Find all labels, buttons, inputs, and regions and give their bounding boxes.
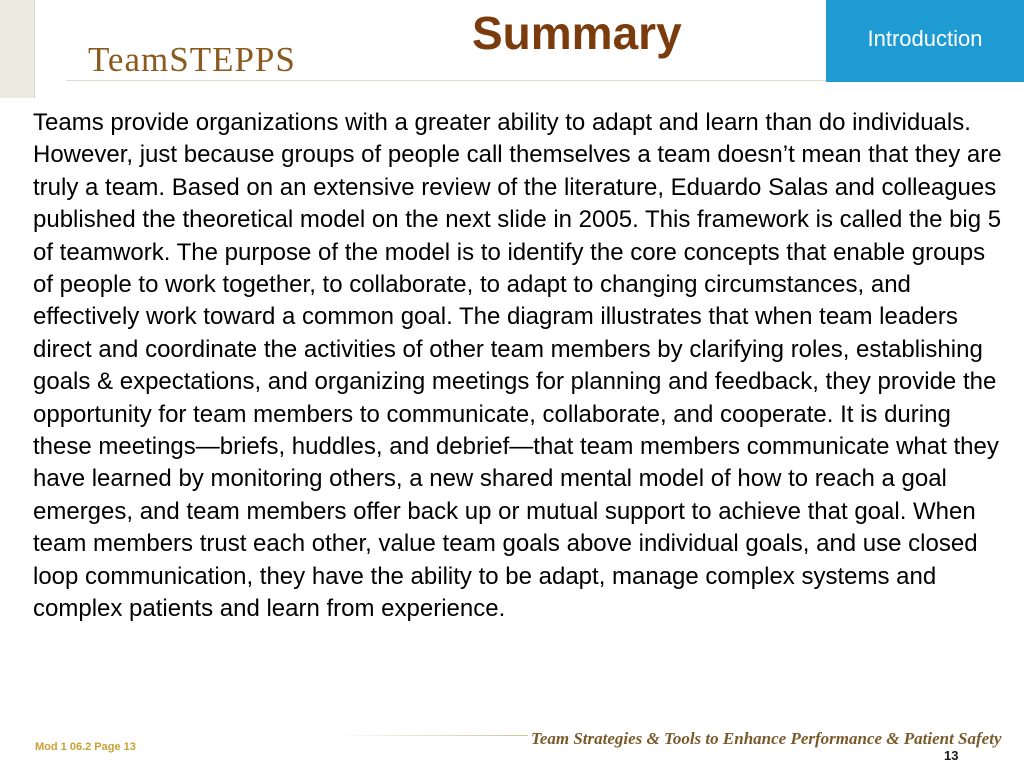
slide-title: Summary: [472, 7, 682, 59]
teamstepps-logo: TeamSTEPPS: [88, 40, 296, 79]
header-divider: [66, 80, 826, 81]
page-number: 13: [944, 748, 959, 763]
section-tab-label: Introduction: [867, 26, 983, 51]
footer-divider: [332, 735, 528, 736]
footer-tagline: Team Strategies & Tools to Enhance Performance & Patient Safety: [531, 729, 1002, 748]
corner-decoration: [0, 0, 35, 98]
body-paragraph: Teams provide organizations with a greater ability to adapt and learn than do individuals. However, just because groups of people call themselves a team doesn’t mean that they are truly a team. Based on an extensive review of the literature, Eduardo Salas and colleagues published the theoretical model on the next slide in 2005. This framework is called the big 5 of teamwork. The purpose of the model is to identify the core concepts that enable groups of people to work together, to collaborate, to adapt to changing circumstances, and effectively work toward a common goal. The diagram illustrates that when team leaders direct and coordinate the activities of other team members by clarifying roles, establishing goals & expectations, and organizing meetings for planning and feedback, they provide the opportunity for team members to communicate, collaborate, and cooperate. It is during these meetings—briefs, huddles, and debrief—that team members communicate what they have learned by monitoring others, a new shared mental model of how to reach a goal emerges, and team members offer back up or mutual support to achieve that goal. When team members trust each other, value team goals above individual goals, and use closed loop communication, they have the ability to be adapt, manage complex systems and complex patients and learn from experience.: [33, 109, 1002, 623]
module-page-label: Mod 1 06.2 Page 13: [35, 741, 136, 753]
section-tab-introduction: [826, 0, 1024, 82]
